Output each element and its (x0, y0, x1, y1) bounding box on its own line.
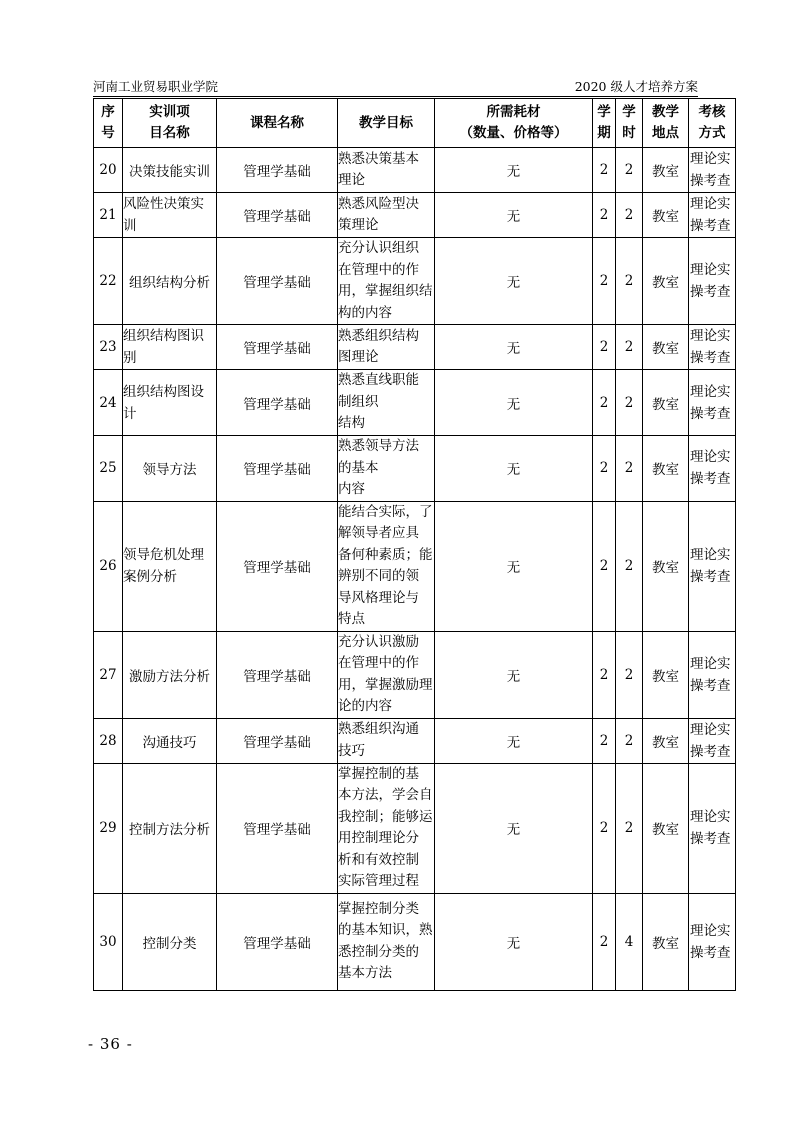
cell-hours: 2 (616, 370, 643, 436)
table-row (94, 631, 736, 718)
cell-course: 管理学基础 (217, 631, 338, 718)
cell-course: 管理学基础 (217, 238, 338, 325)
cell-place: 教室 (643, 325, 689, 370)
cell-no: 21 (94, 193, 123, 238)
cell-term: 2 (593, 238, 616, 325)
header-course: 课程名称 (217, 99, 338, 148)
cell-material: 无 (435, 238, 593, 325)
cell-term: 2 (593, 631, 616, 718)
cell-goal: 充分认识组织 在管理中的作 用，掌握组织结 构的内容 (338, 238, 435, 325)
cell-hours: 2 (616, 501, 643, 631)
header-rule (93, 96, 698, 97)
table-row (94, 763, 736, 893)
cell-material: 无 (435, 718, 593, 763)
cell-no: 22 (94, 238, 123, 325)
cell-goal: 熟悉组织结构 图理论 (338, 325, 435, 370)
cell-item: 领导方法 (123, 436, 217, 502)
training-table (93, 98, 736, 991)
cell-no: 30 (94, 893, 123, 990)
cell-course: 管理学基础 (217, 763, 338, 893)
cell-no: 28 (94, 718, 123, 763)
cell-course: 管理学基础 (217, 193, 338, 238)
cell-item: 领导危机处理 案例分析 (123, 501, 217, 631)
cell-term: 2 (593, 325, 616, 370)
cell-material: 无 (435, 325, 593, 370)
cell-hours: 2 (616, 718, 643, 763)
cell-hours: 2 (616, 148, 643, 193)
cell-item: 激励方法分析 (123, 631, 217, 718)
cell-place: 教室 (643, 370, 689, 436)
cell-hours: 2 (616, 193, 643, 238)
table-header-row (94, 99, 736, 148)
cell-item: 风险性决策实 训 (123, 193, 217, 238)
cell-goal: 熟悉领导方法 的基本 内容 (338, 436, 435, 502)
cell-place: 教室 (643, 501, 689, 631)
cell-exam: 理论实 操考查 (689, 193, 736, 238)
table-row (94, 370, 736, 436)
page-number: - 36 - (88, 1035, 133, 1053)
cell-exam: 理论实 操考查 (689, 718, 736, 763)
cell-exam: 理论实 操考查 (689, 370, 736, 436)
program-title: 2020 级人才培养方案 (574, 79, 698, 94)
cell-goal: 熟悉风险型决 策理论 (338, 193, 435, 238)
cell-hours: 2 (616, 631, 643, 718)
cell-place: 教室 (643, 763, 689, 893)
cell-no: 26 (94, 501, 123, 631)
table-row (94, 893, 736, 990)
cell-goal: 掌握控制分类 的基本知识，熟 悉控制分类的 基本方法 (338, 893, 435, 990)
cell-place: 教室 (643, 436, 689, 502)
cell-material: 无 (435, 763, 593, 893)
cell-item: 控制分类 (123, 893, 217, 990)
cell-place: 教室 (643, 893, 689, 990)
cell-exam: 理论实 操考查 (689, 501, 736, 631)
cell-hours: 2 (616, 238, 643, 325)
cell-exam: 理论实 操考查 (689, 325, 736, 370)
cell-hours: 4 (616, 893, 643, 990)
cell-place: 教室 (643, 631, 689, 718)
cell-term: 2 (593, 893, 616, 990)
cell-material: 无 (435, 148, 593, 193)
cell-term: 2 (593, 763, 616, 893)
cell-place: 教室 (643, 148, 689, 193)
header-item: 实训项 目名称 (123, 99, 217, 148)
table-row (94, 501, 736, 631)
cell-material: 无 (435, 436, 593, 502)
cell-material: 无 (435, 501, 593, 631)
cell-goal: 熟悉组织沟通 技巧 (338, 718, 435, 763)
table-row (94, 436, 736, 502)
cell-exam: 理论实 操考查 (689, 631, 736, 718)
cell-hours: 2 (616, 325, 643, 370)
cell-no: 25 (94, 436, 123, 502)
table-row (94, 325, 736, 370)
cell-goal: 掌握控制的基 本方法，学会自 我控制；能够运 用控制理论分 析和有效控制 实际管理过程 (338, 763, 435, 893)
header-goal: 教学目标 (338, 99, 435, 148)
school-name: 河南工业贸易职业学院 (93, 79, 219, 94)
table-row (94, 193, 736, 238)
cell-material: 无 (435, 893, 593, 990)
cell-term: 2 (593, 501, 616, 631)
cell-term: 2 (593, 718, 616, 763)
cell-place: 教室 (643, 238, 689, 325)
cell-item: 组织结构分析 (123, 238, 217, 325)
cell-no: 23 (94, 325, 123, 370)
cell-material: 无 (435, 370, 593, 436)
cell-goal: 充分认识激励 在管理中的作 用，掌握激励理 论的内容 (338, 631, 435, 718)
cell-place: 教室 (643, 718, 689, 763)
table-row (94, 238, 736, 325)
cell-course: 管理学基础 (217, 436, 338, 502)
cell-item: 组织结构图识 别 (123, 325, 217, 370)
page-header (93, 78, 698, 96)
cell-material: 无 (435, 631, 593, 718)
cell-exam: 理论实 操考查 (689, 436, 736, 502)
cell-term: 2 (593, 148, 616, 193)
cell-no: 20 (94, 148, 123, 193)
cell-course: 管理学基础 (217, 501, 338, 631)
header-material: 所需耗材 （数量、价格等） (435, 99, 593, 148)
cell-no: 24 (94, 370, 123, 436)
cell-course: 管理学基础 (217, 325, 338, 370)
cell-item: 控制方法分析 (123, 763, 217, 893)
cell-no: 29 (94, 763, 123, 893)
cell-no: 27 (94, 631, 123, 718)
cell-hours: 2 (616, 436, 643, 502)
table-row (94, 148, 736, 193)
header-term: 学 期 (593, 99, 616, 148)
cell-course: 管理学基础 (217, 370, 338, 436)
cell-item: 沟通技巧 (123, 718, 217, 763)
cell-exam: 理论实 操考查 (689, 763, 736, 893)
header-place: 教学 地点 (643, 99, 689, 148)
header-no: 序 号 (94, 99, 123, 148)
cell-exam: 理论实 操考查 (689, 238, 736, 325)
cell-goal: 熟悉直线职能 制组织 结构 (338, 370, 435, 436)
cell-goal: 熟悉决策基本 理论 (338, 148, 435, 193)
cell-course: 管理学基础 (217, 148, 338, 193)
cell-term: 2 (593, 436, 616, 502)
cell-course: 管理学基础 (217, 893, 338, 990)
cell-goal: 能结合实际，了 解领导者应具 备何种素质；能 辨别不同的领 导风格理论与 特点 (338, 501, 435, 631)
cell-exam: 理论实 操考查 (689, 893, 736, 990)
cell-place: 教室 (643, 193, 689, 238)
cell-term: 2 (593, 370, 616, 436)
cell-hours: 2 (616, 763, 643, 893)
header-exam: 考核 方式 (689, 99, 736, 148)
cell-term: 2 (593, 193, 616, 238)
table-row (94, 718, 736, 763)
cell-material: 无 (435, 193, 593, 238)
cell-course: 管理学基础 (217, 718, 338, 763)
cell-item: 决策技能实训 (123, 148, 217, 193)
header-hours: 学 时 (616, 99, 643, 148)
cell-exam: 理论实 操考查 (689, 148, 736, 193)
cell-item: 组织结构图设 计 (123, 370, 217, 436)
